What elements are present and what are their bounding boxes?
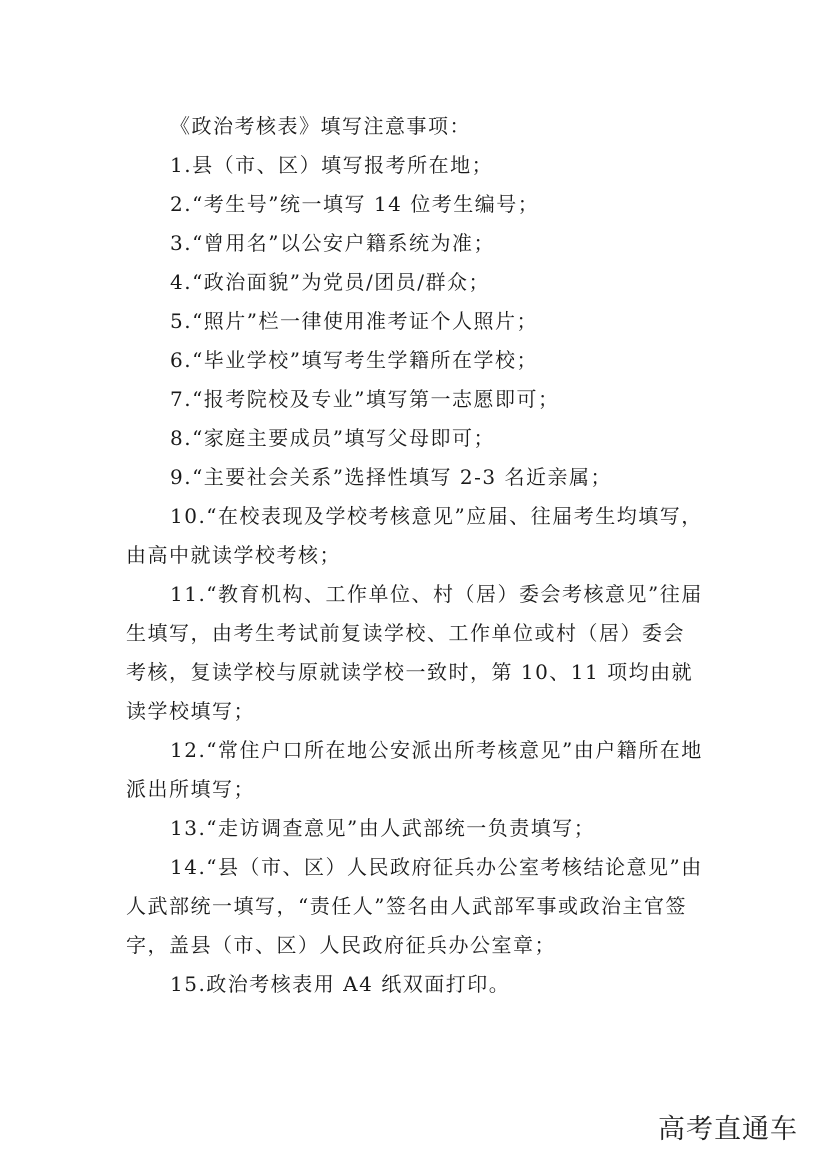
watermark-text: 高考直通车 bbox=[658, 1114, 798, 1145]
list-item: 10.“在校表现及学校考核意见”应届、往届考生均填写，由高中就读学校考核； bbox=[126, 504, 703, 567]
list-item: 12.“常住户口所在地公安派出所考核意见”由户籍所在地派出所填写； bbox=[126, 738, 703, 801]
list-item: 2.“考生号”统一填写 14 位考生编号； bbox=[170, 192, 540, 216]
list-item: 1.县（市、区）填写报考所在地； bbox=[170, 153, 494, 177]
list-item: 14.“县（市、区）人民政府征兵办公室考核结论意见”由人武部统一填写，“责任人”签名由人武部军事或政治主官签字，盖县（市、区）人民政府征兵办公室章； bbox=[126, 855, 703, 957]
document-body bbox=[126, 107, 706, 1004]
list-item: 5.“照片”栏一律使用准考证个人照片； bbox=[170, 309, 539, 333]
list-item: 15.政治考核表用 A4 纸双面打印。 bbox=[170, 972, 511, 996]
list-item: 7.“报考院校及专业”填写第一志愿即可； bbox=[170, 387, 560, 411]
list-item: 6.“毕业学校”填写考生学籍所在学校； bbox=[170, 348, 539, 372]
document-title: 《政治考核表》填写注意事项： bbox=[170, 114, 471, 138]
list-item: 3.“曾用名”以公安户籍系统为准； bbox=[170, 231, 496, 255]
list-item: 11.“教育机构、工作单位、村（居）委会考核意见”往届生填写，由考生考试前复读学校、工作单位或村（居）委会考核，复读学校与原就读学校一致时，第 10、11 项均由就读学校填写； bbox=[126, 582, 703, 723]
list-item: 8.“家庭主要成员”填写父母即可； bbox=[170, 426, 496, 450]
list-item: 13.“走访调查意见”由人武部统一负责填写； bbox=[170, 816, 596, 840]
list-item: 9.“主要社会关系”选择性填写 2-3 名近亲属； bbox=[170, 465, 612, 489]
list-item: 4.“政治面貌”为党员/团员/群众； bbox=[170, 270, 491, 294]
